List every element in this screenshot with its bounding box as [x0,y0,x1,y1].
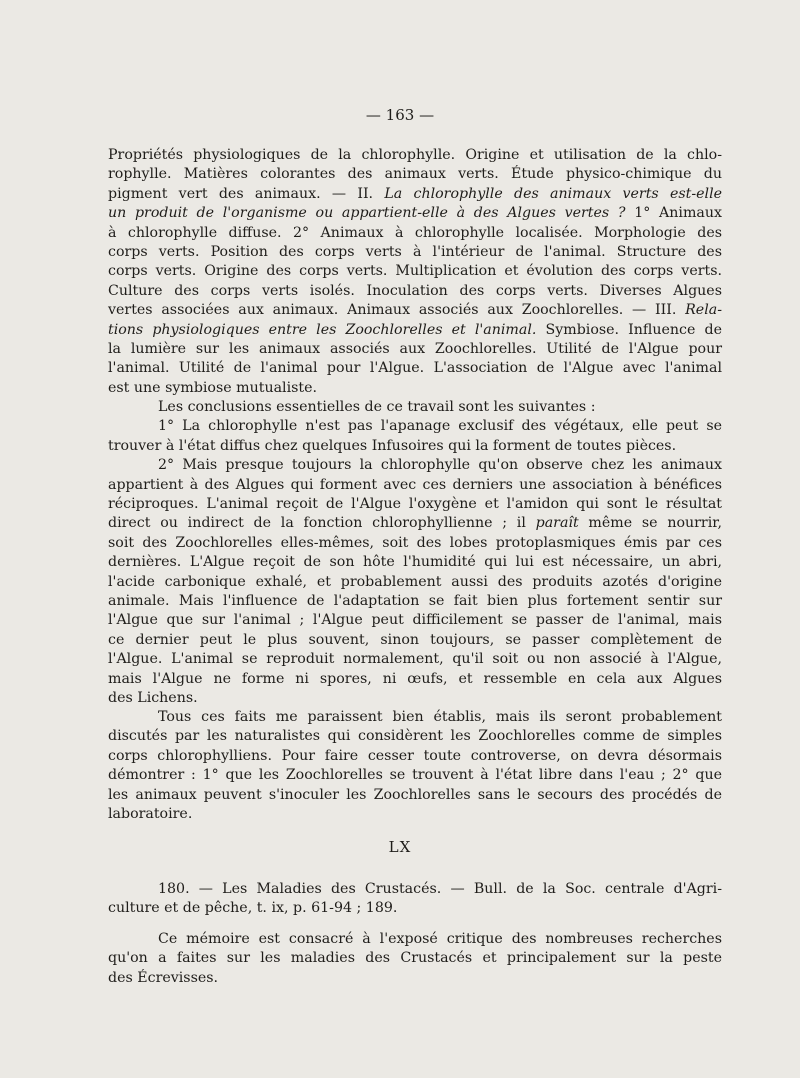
text-line: la lumière sur les animaux associés aux Zoochlorelles. Utilité de l'Algue pour [108,341,722,358]
text-line: réciproques. L'animal reçoit de l'Algue l'oxygène et l'amidon qui sont le résultat [108,496,722,513]
text-line: l'Algue. L'animal se reproduit normalement, qu'il soit ou non associé à l'Algue, [108,651,722,668]
text-line: Culture des corps verts isolés. Inoculation des corps verts. Diverses Algues [108,282,722,299]
text-line: mais l'Algue ne forme ni spores, ni œufs, et ressemble en cela aux Algues [108,670,722,687]
text-line: les animaux peuvent s'inoculer les Zoochlorelles sans le secours des procédés de [108,786,722,803]
text-line: démontrer : 1° que les Zoochlorelles se trouvent à l'état libre dans l'eau ; 2° que [108,767,722,784]
text-line: qu'on a faites sur les maladies des Crustacés et principalement sur la peste [108,950,722,967]
text-line: culture et de pêche, t. ix, p. 61-94 ; 189. [108,900,398,917]
conclusions-paragraph [108,398,722,709]
text-line: Propriétés physiologiques de la chlorophylle. Origine et utilisation de la chlo- [108,147,722,163]
text-line: à chlorophylle diffuse. 2° Animaux à chlorophylle localisée. Morphologie des [108,224,722,241]
text-line: trouver à l'état diffus chez quelques Infusoires qui la forment de toutes pièces. [108,437,677,454]
text-line: laboratoire. [108,806,193,823]
section-heading: LX [388,838,412,856]
text-line: dernières. L'Algue reçoit de son hôte l'humidité qui lui est nécessaire, un abri, [108,554,722,571]
text-span: vertes associées aux animaux. Animaux associés aux Zoochlorelles. — III. [108,302,686,319]
summary-paragraph [108,930,722,988]
text-line: corps verts. Origine des corps verts. Multiplication et évolution des corps verts. [108,263,722,280]
text-line: rophylle. Matières colorantes des animaux verts. Étude physico-chimique du [108,166,722,183]
text-line [108,301,722,320]
text-span: direct ou indirect de la fonction chlorophyllienne ; il [108,515,536,532]
text-line: animale. Mais l'influence de l'adaptation se fait bien plus fortement sentir sur [108,593,722,610]
text-line: Les conclusions essentielles de ce travail sont les suivantes : [158,399,596,415]
text-span: pigment vert des animaux. — II. [108,185,385,202]
italic-span: tions physiologiques entre les Zoochlorelles et l'animal. [108,321,537,338]
closing-paragraph [108,708,722,824]
italic-span: La chlorophylle des animaux verts est-elle [384,185,723,202]
text-line: ce dernier peut le plus souvent, sinon toujours, se passer complètement de [108,631,722,648]
text-span: 1° Animaux [625,205,722,222]
text-line: Tous ces faits me paraissent bien établis, mais ils seront probablement [158,709,722,725]
italic-span: un produit de l'organisme ou appartient-elle à des Algues vertes ? [108,205,626,222]
text-line: corps chlorophylliens. Pour faire cesser toute controverse, on devra désormais [108,747,722,764]
italic-span: paraît [535,515,579,532]
text-line [108,321,722,340]
text-line: l'acide carbonique exhalé, et probablement aussi des produits azotés d'origine [108,573,722,590]
text-line [108,204,722,223]
text-line: l'Algue que sur l'animal ; l'Algue peut difficilement se passer de l'animal, mais [108,612,722,629]
text-line: 1° La chlorophylle n'est pas l'apanage exclusif des végétaux, elle peut se [158,418,722,435]
text-line: discutés par les naturalistes qui considèrent les Zoochlorelles comme de simples [108,728,722,745]
text-line: appartient à des Algues qui forment avec ces derniers une association à bénéfices [108,476,722,493]
text-line: 180. — Les Maladies des Crustacés. — Bull. de la Soc. centrale d'Agri- [158,881,722,897]
text-line: soit des Zoochlorelles elles-mêmes, soit des lobes protoplasmiques émis par ces [108,534,722,551]
text-line: Ce mémoire est consacré à l'exposé critique des nombreuses recherches [158,931,722,947]
italic-span: Rela- [685,302,722,319]
text-line: corps verts. Position des corps verts à l'intérieur de l'animal. Structure des [108,244,722,261]
text-line: des Écrevisses. [108,969,219,986]
text-line: l'animal. Utilité de l'animal pour l'Algue. L'association de l'Algue avec l'animal [108,360,722,377]
text-line: 2° Mais presque toujours la chlorophylle qu'on observe chez les animaux [158,457,722,474]
text-line [108,514,722,533]
text-line: des Lichens. [108,690,198,707]
text-span: Symbiose. Influence de [536,321,722,338]
page-number: — 163 — [365,106,435,124]
text-line: est une symbiose mutualiste. [108,379,318,396]
text-line [108,185,722,204]
toc-paragraph [108,146,722,398]
text-span: même se nourrir, [578,515,722,532]
reference-entry [108,880,722,919]
